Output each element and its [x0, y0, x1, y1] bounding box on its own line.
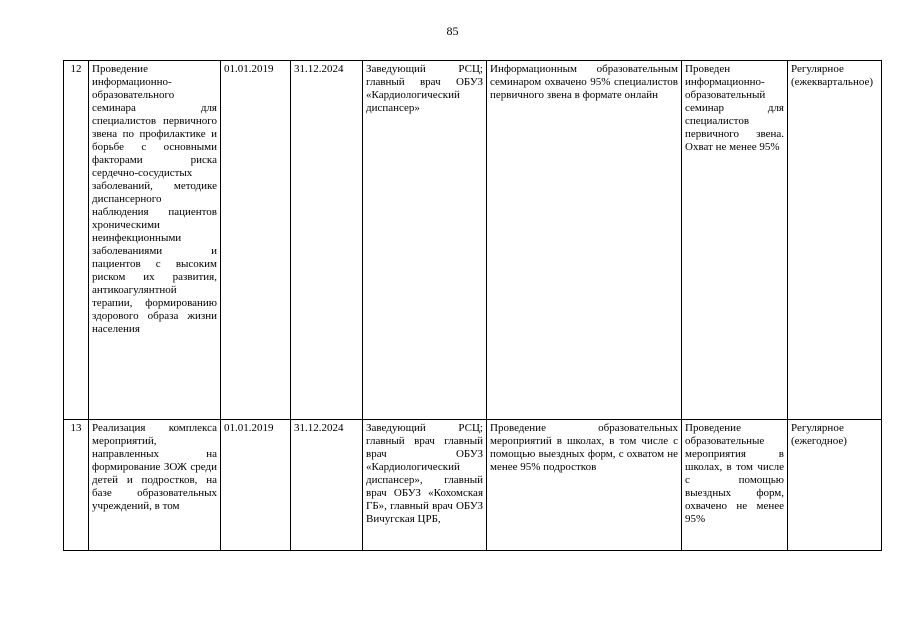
- control-cell: Проведен информационно-образовательный семинар для специалистов первичного звена. Охват не менее 95%: [682, 61, 788, 420]
- frequency-cell: Регулярное (ежеквартальное): [788, 61, 882, 420]
- end-date-cell: 31.12.2024: [291, 61, 363, 420]
- start-date-cell: 01.01.2019: [221, 420, 291, 551]
- page-number: 85: [446, 24, 459, 38]
- table-row: [64, 420, 882, 551]
- end-date-cell: 31.12.2024: [291, 420, 363, 551]
- table-row: [64, 61, 882, 420]
- result-cell: Информационным образовательным семинаром охвачено 95% специалистов первичного звена в формате онлайн: [487, 61, 682, 420]
- control-cell: Проведение образовательные мероприятия в школах, в том числе с помощью выездных форм, охвачено не менее 95%: [682, 420, 788, 551]
- plan-table: [63, 60, 882, 551]
- responsible-cell: Заведующий РСЦ; главный врач главный врач ОБУЗ «Кардиологический диспансер», главный врач ОБУЗ «Кохомская ГБ», главный врач ОБУЗ Вичугская ЦРБ,: [363, 420, 487, 551]
- row-number: 12: [64, 61, 89, 420]
- start-date-cell: 01.01.2019: [221, 61, 291, 420]
- event-cell: Проведение информационно-образовательного семинара для специалистов первичного звена по профилактике и борьбе с основными факторами риска сердечно-сосудистых заболеваний, методике диспансерного наблюдения пациентов хроническими неинфекционными заболеваниями и пациентов с высоким риском их развития, антикоагулянтной терапии, формированию здорового образа жизни населения: [89, 61, 221, 420]
- event-cell: Реализация комплекса мероприятий, направленных на формирование ЗОЖ среди детей и подростков, на базе образовательных учреждений, в том: [89, 420, 221, 551]
- result-cell: Проведение образовательных мероприятий в школах, в том числе с помощью выездных форм, с охватом не менее 95% подростков: [487, 420, 682, 551]
- frequency-cell: Регулярное (ежегодное): [788, 420, 882, 551]
- responsible-cell: Заведующий РСЦ; главный врач ОБУЗ «Кардиологический диспансер»: [363, 61, 487, 420]
- row-number: 13: [64, 420, 89, 551]
